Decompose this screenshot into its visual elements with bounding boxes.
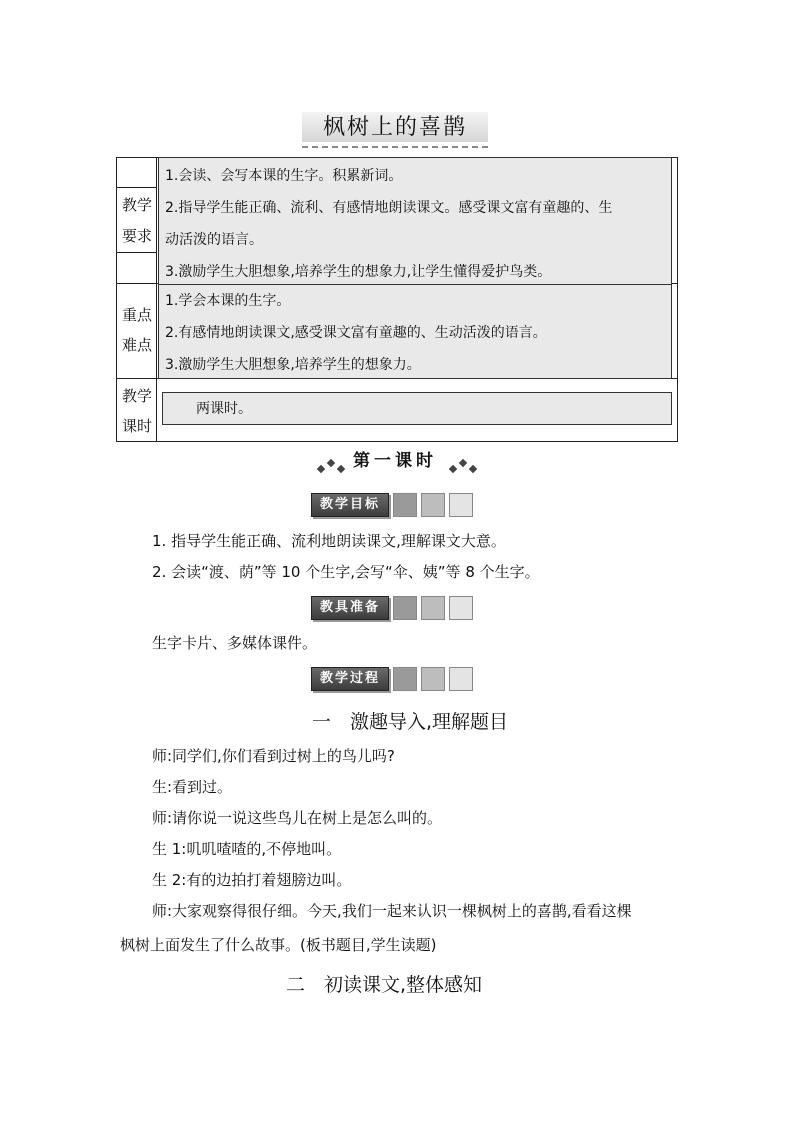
tag-goals <box>311 494 473 516</box>
tag-square-2 <box>421 667 445 691</box>
goals-list <box>152 531 540 582</box>
row3-label-b: 课时 <box>121 417 152 435</box>
tag-square-3 <box>449 493 473 517</box>
dialogue-line-2: 生:看到过。 <box>152 778 233 796</box>
row1-line-1: 1.会读、会写本课的生字。积累新词。 <box>165 168 403 184</box>
tag-process-label: 教学过程 <box>311 667 389 691</box>
title-underline <box>302 146 488 148</box>
row2-line-1: 1.学会本课的生字。 <box>165 293 291 309</box>
tools-text: 生字卡片、多媒体课件。 <box>152 634 318 652</box>
part1-heading: 一 激趣导入,理解题目 <box>312 711 509 733</box>
page-title: 枫树上的喜鹊 <box>322 115 467 140</box>
dialogue-line-4: 生 1:叽叽喳喳的,不停地叫。 <box>152 840 342 858</box>
tag-square-1 <box>393 493 417 517</box>
row1-content <box>165 160 670 288</box>
tag-square-2 <box>421 493 445 517</box>
dialogue-line-1: 师:同学们,你们看到过树上的鸟儿吗? <box>152 747 395 765</box>
goal-1: 1. 指导学生能正确、流利地朗读课文,理解课文大意。 <box>152 532 506 550</box>
row2-label-b: 难点 <box>121 336 152 354</box>
tag-square-3 <box>449 667 473 691</box>
section-title: 第一课时 <box>353 451 437 471</box>
row1-line-4: 3.激励学生大胆想象,培养学生的想象力,让学生懂得爱护鸟类。 <box>165 264 552 280</box>
row1-line-3: 动活泼的语言。 <box>165 232 263 248</box>
dot-right-3 <box>469 465 477 473</box>
row2-line-2: 2.有感情地朗读课文,感受课文富有童趣的、生动活泼的语言。 <box>165 325 547 341</box>
row1-label-b: 要求 <box>121 227 152 245</box>
tag-square-3 <box>449 596 473 620</box>
tag-square-2 <box>421 596 445 620</box>
tag-goals-label: 教学目标 <box>311 493 389 517</box>
row2-line-3: 3.激励学生大胆想象,培养学生的想象力。 <box>165 357 421 373</box>
row2-label-a: 重点 <box>121 306 152 324</box>
dialogue-line-6: 师:大家观察得很仔细。今天,我们一起来认识一棵枫树上的喜鹊,看看这棵 <box>152 902 632 920</box>
dot-right-2 <box>459 459 467 467</box>
dot-left-1 <box>317 465 325 473</box>
row2-label <box>117 300 157 360</box>
dialogue-line-3: 师:请你说一说这些鸟儿在树上是怎么叫的。 <box>152 809 443 827</box>
row3-content: 两课时。 <box>196 401 252 417</box>
tag-square-1 <box>393 667 417 691</box>
tag-square-1 <box>393 596 417 620</box>
dialogue-line-7: 枫树上面发生了什么故事。(板书题目,学生读题) <box>120 936 437 954</box>
goal-2: 2. 会读“渡、荫”等 10 个生字,会写“伞、姨”等 8 个生字。 <box>152 563 540 581</box>
row1-label-a: 教学 <box>121 196 152 214</box>
row1-label <box>117 190 157 252</box>
dialogue-line-5: 生 2:有的边拍打着翅膀边叫。 <box>152 871 352 889</box>
dialogue <box>152 746 632 932</box>
tag-tools <box>311 597 473 619</box>
tag-process <box>311 668 473 690</box>
row3-label-a: 教学 <box>121 387 152 405</box>
part2-heading: 二 初读课文,整体感知 <box>286 974 483 996</box>
tag-tools-label: 教具准备 <box>311 596 389 620</box>
row1-line-2: 2.指导学生能正确、流利、有感情地朗读课文。感受课文富有童趣的、生 <box>165 200 613 216</box>
row2-content <box>165 285 670 381</box>
row3-label <box>117 381 157 441</box>
